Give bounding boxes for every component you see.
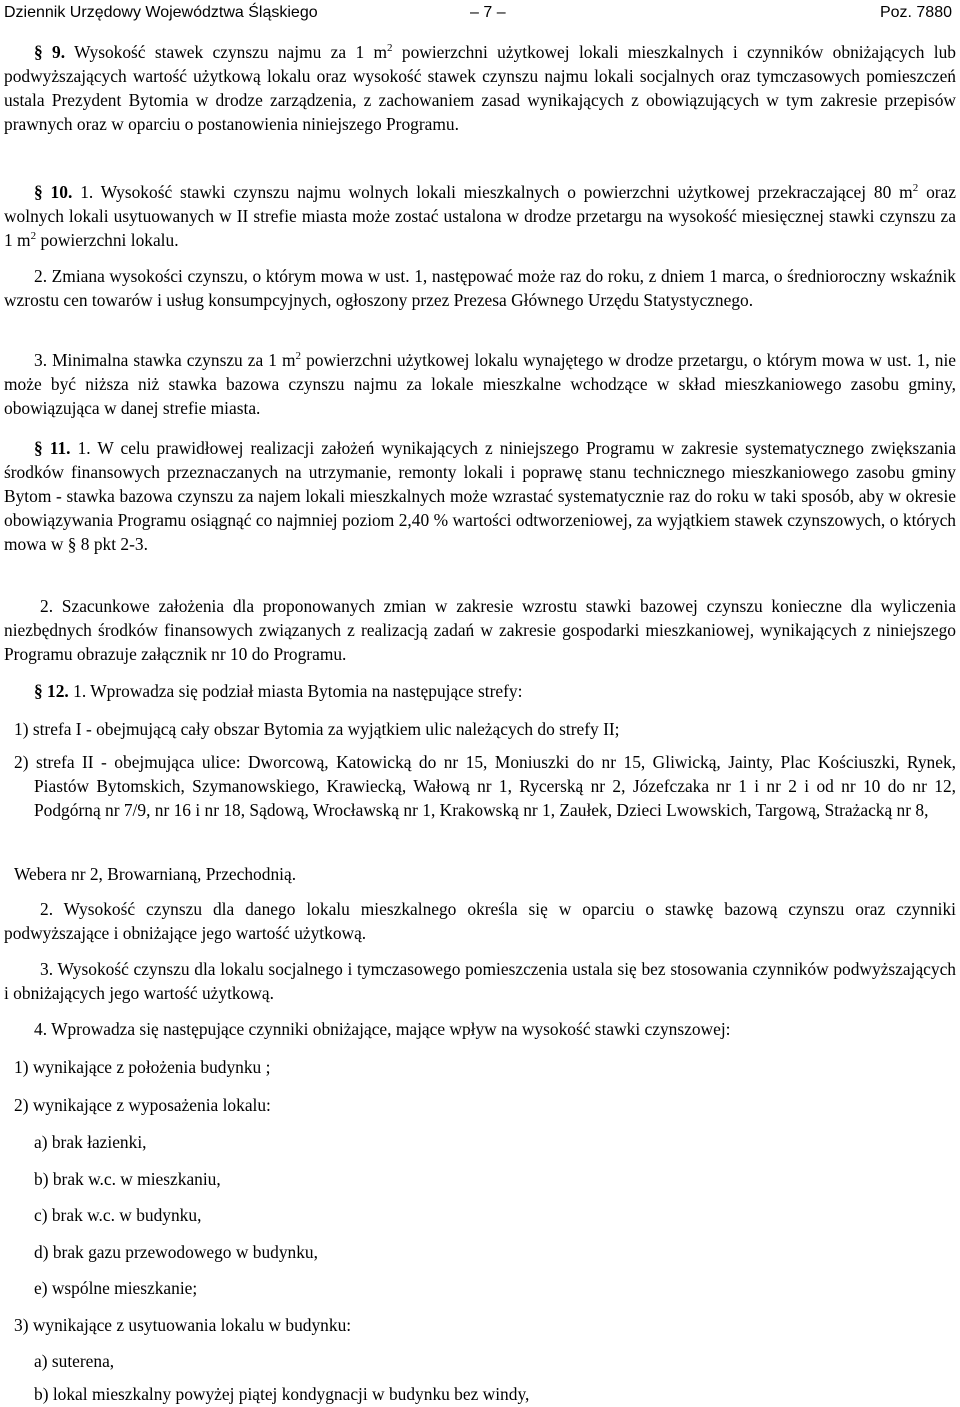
factor-2e-item: e) wspólne mieszkanie; <box>34 1278 198 1298</box>
factor-2d-item: d) brak gazu przewodowego w budynku, <box>34 1242 318 1262</box>
section-12-p1-text: 1. Wprowadza się podział miasta Bytomia na następujące strefy: <box>73 681 523 701</box>
factor-2-item: 2) wynikające z wyposażenia lokalu: <box>14 1095 271 1115</box>
zone-2-item: 2) strefa II - obejmująca ulice: Dworcową, Katowicką do nr 15, Moniuszki do nr 15, Gliwicką, Jainty, Plac Kościuszki, Rynek, Piastów Bytomskich, Szymanowskiego, Krawiecką, Wałową nr 1, Rycerską nr 2, Józefczaka nr 1 i nr 2 i od nr 10 do nr 12, Podgórną nr 7/9, nr 16 i nr 18, Sądową, Wrocławską nr 1, Krakowską nr 1, Zaułek, Dzieci Lwowskich, Targową, Strażacką nr 8, <box>14 752 956 820</box>
section-10-p1-text-a: 1. Wysokość stawki czynszu najmu wolnych lokali mieszkalnych o powierzchni użytkowej przekraczającej 80 m <box>80 182 913 202</box>
section-9-text-b: powierzchni użytkowej lokali mieszkalnych i czynników obniżających lub podwyższających wartość użytkową lokalu oraz wysokość stawek czynszu najmu lokali socjalnych oraz tymczasowych pomieszczeń ustala Prezydent Bytomia w drodze zarządzenia, z zachowaniem zasad wynikających z obowiązujących w tym zakresie przepisów prawnych oraz w oparciu o postanowienia niniejszego Programu. <box>4 42 956 134</box>
factor-2a-item: a) brak łazienki, <box>34 1132 147 1152</box>
section-11-paragraph-1 <box>4 436 956 556</box>
journal-title: Dziennik Urzędowy Województwa Śląskiego <box>4 4 318 21</box>
factor-1-item: 1) wynikające z położenia budynku ; <box>14 1057 271 1077</box>
section-10-paragraph-1 <box>4 180 956 252</box>
factor-2b-item: b) brak w.c. w mieszkaniu, <box>34 1169 221 1189</box>
section-12-paragraph-1 <box>4 679 956 703</box>
factor-3-item: 3) wynikające z usytuowania lokalu w budynku: <box>14 1315 352 1335</box>
page-number: – 7 – <box>470 4 506 21</box>
section-11-paragraph-2: 2. Szacunkowe założenia dla proponowanych zmian w zakresie wzrostu stawki bazowej czynszu konieczne dla wyliczenia niezbędnych środków finansowych związanych z realizacją zadań w zakresie gospodarki mieszkaniowej, wynikających z niniejszego Programu obrazuje załącznik nr 10 do Programu. <box>4 596 956 664</box>
position-number: Poz. 7880 <box>879 4 952 21</box>
zone-2-continuation: Webera nr 2, Browarnianą, Przechodnią. <box>14 864 297 884</box>
factor-2c-item: c) brak w.c. w budynku, <box>34 1205 202 1225</box>
section-12-paragraph-4: 4. Wprowadza się następujące czynniki obniżające, mające wpływ na wysokość stawki czynszowej: <box>34 1019 731 1039</box>
section-9-paragraph <box>4 40 956 136</box>
page-header <box>4 3 956 25</box>
zone-1-item: 1) strefa I - obejmującą cały obszar Bytomia za wyjątkiem ulic należących do strefy II; <box>14 719 620 739</box>
factor-3b-item: b) lokal mieszkalny powyżej piątej kondygnacji w budynku bez windy, <box>34 1384 530 1404</box>
section-12-number: § 12. <box>34 681 69 701</box>
section-10-paragraph-2: 2. Zmiana wysokości czynszu, o którym mowa w ust. 1, następować może raz do roku, z dniem 1 marca, o średnioroczny wskaźnik wzrostu cen towarów i usług konsumpcyjnych, ogłoszony przez Prezesa Głównego Urzędu Statystycznego. <box>4 266 956 310</box>
superscript: 2 <box>30 230 37 242</box>
section-12-paragraph-2: 2. Wysokość czynszu dla danego lokalu mieszkalnego określa się w oparciu o stawkę bazową czynszu oraz czynniki podwyższające i obniżające jego wartość użytkową. <box>4 899 956 943</box>
superscript: 2 <box>387 42 393 54</box>
section-10-p1-text-c: powierzchni lokalu. <box>40 230 179 250</box>
section-10-number: § 10. <box>34 182 73 202</box>
section-11-p1-text: 1. W celu prawidłowej realizacji założeń wynikających z niniejszego Programu w zakresie systematycznego zwiększania środków finansowych przeznaczanych na utrzymanie, remonty lokali i poprawę stanu technicznego mieszkaniowego zasobu gminy Bytom - stawka bazowa czynszu za najem lokali mieszkalnych może wzrastać systematycznie raz do roku w taki sposób, aby w okresie obowiązywania Programu osiągnąć co najmniej poziom 2,40 % wartości odtworzeniowej, za wyjątkiem stawek czynszowych, o których mowa w § 8 pkt 2-3. <box>4 438 956 554</box>
section-9-text-a: Wysokość stawek czynszu najmu za 1 m <box>74 42 388 62</box>
section-11-number: § 11. <box>34 438 71 458</box>
section-12-paragraph-3: 3. Wysokość czynszu dla lokalu socjalnego i tymczasowego pomieszczenia ustala się bez stosowania czynników podwyższających i obniżających jego wartość użytkową. <box>4 959 956 1003</box>
superscript: 2 <box>912 182 919 194</box>
section-10-p3-text-a: 3. Minimalna stawka czynszu za 1 m <box>34 350 296 370</box>
section-10-paragraph-3 <box>4 348 956 420</box>
section-9-number: § 9. <box>34 42 66 62</box>
section-10-p3-text-b: powierzchni użytkowej lokalu wynajętego w drodze przetargu, o którym mowa w ust. 1, nie może być niższa niż stawka bazowa czynszu najmu za lokale mieszkalne wchodzące w skład mieszkaniowego zasobu gminy, obowiązująca w danej strefie miasta. <box>4 350 956 418</box>
superscript: 2 <box>295 350 302 362</box>
factor-3a-item: a) suterena, <box>34 1351 115 1371</box>
section-10-p1-text-b: oraz wolnych lokali usytuowanych w II strefie miasta może zostać ustalona w drodze przetargu na wysokość miesięcznej stawki czynszu za 1 m <box>4 182 956 250</box>
